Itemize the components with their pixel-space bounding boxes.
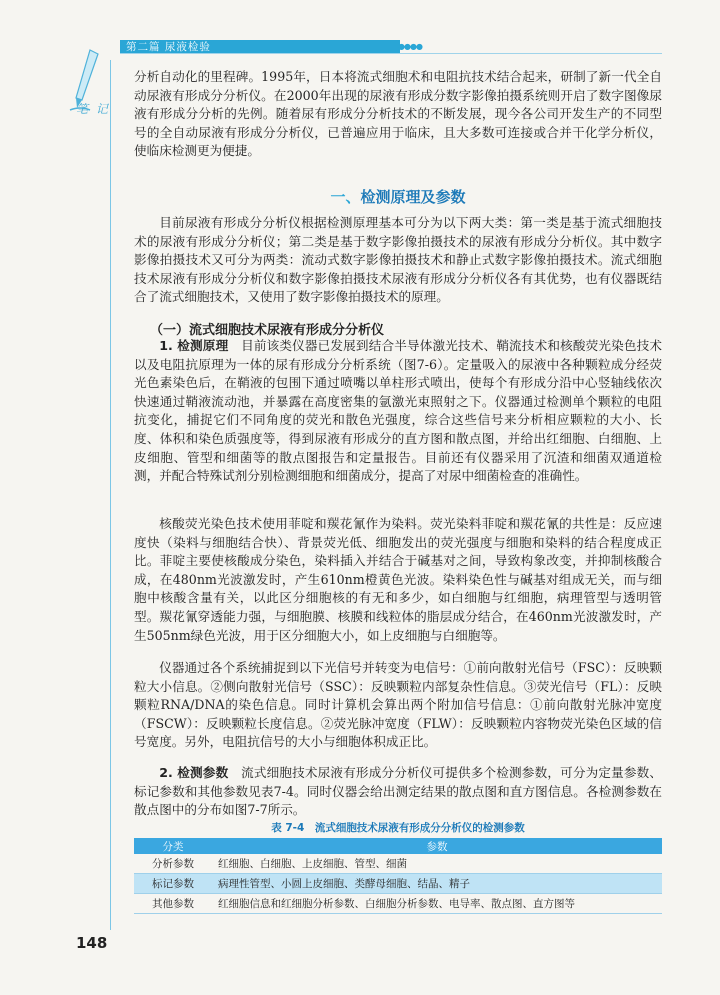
dye-paragraph: 核酸荧光染色技术使用菲啶和羰花氰作为染料。荧光染料菲啶和羰花氰的共性是：反应速度快（染料与细胞结合快）、背景荧光低、细胞发出的荧光强度与细胞和染料的结合程度成正比。菲啶主要使核酸成分染色，染料插入并结合于碱基对之间，导致构象改变，并抑制核酸合成，在480nm光波激发时，产生610nm橙黄色光波。染料染色性与碱基对组成无关，而与细胞中核酸含量有关，以此区分细胞核的有无和多少，如白细胞与红细胞，病理管型与透明管型。羰花氰穿透能力强，与细胞膜、核膜和线粒体的脂层成分结合，在460nm光波激发时，产生505nm绿色光波，用于区分细胞大小，如上皮细胞与白细胞等。 bbox=[134, 516, 662, 643]
section-title-text: 检测原理及参数 bbox=[360, 188, 466, 206]
table-row bbox=[134, 874, 662, 894]
section-title bbox=[134, 186, 662, 207]
intro-paragraph: 分析自动化的里程碑。1995年，日本将流式细胞术和电阻抗技术结合起来，研制了新一代全自动尿液有形成分分析仪。在2000年出现的尿液有形成分数字影像拍摄系统则开启了数字图像尿液有形成分分析的先例。随着尿有形成分分析技术的不断发展，现今各公司开发生产的不同型号的全自动尿液有形成分分析仪，已普遍应用于临床，且大多数可连接或合并干化学分析仪，使临床检测更为便捷。 bbox=[134, 69, 662, 159]
subsection-title: （一）流式细胞技术尿液有形成分分析仪 bbox=[150, 323, 385, 338]
parameters-table bbox=[134, 838, 662, 914]
table-cell-category: 分析参数 bbox=[134, 854, 212, 874]
table-cell-params: 病理性管型、小圆上皮细胞、类酵母细胞、结晶、精子 bbox=[212, 874, 662, 894]
table-cell-category: 其他参数 bbox=[134, 894, 212, 914]
table-row bbox=[134, 854, 662, 874]
principle-paragraph bbox=[134, 337, 662, 486]
parameters-text: 流式细胞技术尿液有形成分分析仪可提供多个检测参数，可分为定量参数、标记参数和其他参数见表7-4。同时仪器会给出测定结果的散点图和直方图信息。各检测参数在散点图中的分布如图7-7所示。 bbox=[134, 765, 663, 818]
signal-paragraph: 仪器通过各个系统捕捉到以下光信号并转变为电信号：①前向散射光信号（FSC）：反映颗粒大小信息。②侧向散射光信号（SSC）：反映颗粒内部复杂性信息。③荧光信号（FL）：反映颗粒RNA/DNA的染色信息。同时计算机会算出两个附加信号信息：①前向散射光脉冲宽度（FSCW）：反映颗粒长度信息。②荧光脉冲宽度（FLW）：反映颗粒内容物荧光染色区域的信号宽度。另外，电阻抗信号的大小与细胞体积成正比。 bbox=[134, 660, 662, 750]
table-cell-params: 红细胞信息和红细胞分析参数、白细胞分析参数、电导率、散点图、直方图等 bbox=[212, 894, 662, 914]
header-dots: ●●●● bbox=[398, 42, 422, 51]
header-divider bbox=[120, 53, 662, 54]
page-number: 148 bbox=[76, 934, 108, 952]
section-paragraph: 目前尿液有形成分分析仪根据检测原理基本可分为以下两大类：第一类是基于流式细胞技术的尿液有形成分分析仪；第二类是基于数字影像拍摄技术的尿液有形成分分析仪。其中数字影像拍摄技术又可分为两类：流动式数字影像拍摄技术和静止式数字影像拍摄技术。流式细胞技术尿液有形成分分析仪和数字影像拍摄技术尿液有形成分分析仪各有其优势，也有仪器既结合了流式细胞技术，又使用了数字影像拍摄技术的原理。 bbox=[134, 215, 662, 305]
parameters-paragraph bbox=[134, 764, 662, 820]
table-header-parameters: 参数 bbox=[212, 838, 662, 854]
table-header-category: 分类 bbox=[134, 838, 212, 854]
principle-label: 1. 检测原理 bbox=[159, 338, 229, 353]
section-number: 一、 bbox=[330, 188, 361, 206]
table-caption: 表 7-4 流式细胞技术尿液有形成分分析仪的检测参数 bbox=[271, 822, 525, 834]
table-cell-category: 标记参数 bbox=[134, 874, 212, 894]
notes-label: 笔 记 bbox=[76, 102, 110, 116]
table-row bbox=[134, 894, 662, 914]
table-header-row bbox=[134, 838, 662, 854]
chapter-header: 第二篇 尿液检验 bbox=[126, 41, 211, 53]
principle-text: 目前该类仪器已发展到结合半导体激光技术、鞘流技术和核酸荧光染色技术以及电阻抗原理为一体的尿有形成分分析系统（图7-6）。定量吸入的尿液中各种颗粒成分经荧光色素染色后，在鞘液的包围下通过喷嘴以单柱形式喷出，使每个有形成分沿中心竖轴线依次快速通过鞘液流动池，并暴露在高度密集的氩激光束照射之下。仪器通过检测单个颗粒的电阻抗变化，捕捉它们不同角度的荧光和散色光强度，综合这些信号来分析相应颗粒的大小、长度、体积和染色质强度等，得到尿液有形成分的直方图和散点图，并给出红细胞、白细胞、上皮细胞、管型和细菌等的散点图报告和定量报告。目前还有仪器采用了沉渣和细菌双通道检测，并配合特殊试剂分别检测细胞和细菌成分，提高了对尿中细菌检查的准确性。 bbox=[134, 338, 663, 484]
margin-line bbox=[110, 60, 111, 930]
table-cell-params: 红细胞、白细胞、上皮细胞、管型、细菌 bbox=[212, 854, 662, 874]
parameters-label: 2. 检测参数 bbox=[159, 765, 229, 780]
